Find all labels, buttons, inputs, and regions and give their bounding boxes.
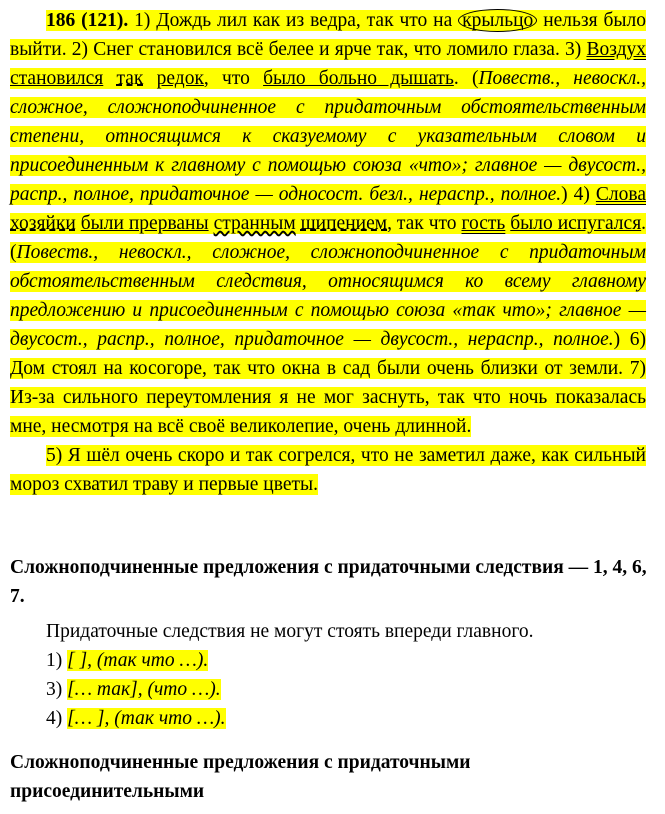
object: шипением bbox=[300, 213, 388, 234]
heading-result-clauses: Сложноподчиненные предложения с придаточными следствия — 1, 4, 6, 7. bbox=[10, 557, 647, 607]
scheme-item: 3) [… так], (что …). bbox=[46, 679, 221, 700]
scheme: [… ], (так что …). bbox=[67, 708, 226, 729]
object: хозяйки bbox=[10, 213, 76, 234]
exercise-number: 186 (121). bbox=[46, 10, 129, 31]
subject: Слова bbox=[595, 184, 646, 205]
attribute: странным bbox=[213, 213, 296, 234]
adverbial: так bbox=[116, 68, 144, 89]
heading-connective-clauses: Сложноподчиненные предложения с придаточными присоединительными bbox=[10, 752, 471, 802]
rule-text: Придаточные следствия не могут стоять впереди главного. bbox=[46, 621, 534, 642]
subject: гость bbox=[461, 213, 506, 234]
predicate: становился bbox=[10, 68, 104, 89]
scheme-item: 1) [ ], (так что …). bbox=[46, 650, 209, 671]
scheme-item: 4) [… ], (так что …). bbox=[46, 708, 226, 729]
predicate: было испугался bbox=[510, 213, 642, 234]
exercise-paragraph-2: 5) Я шёл очень скоро и так согрелся, что не заметил даже, как сильный мороз схватил траву и первые цветы. bbox=[10, 445, 646, 495]
analysis-1: Повеств., невоскл., сложное, сложноподчиненное с придаточным обстоятельственным степени, относящимся к сказуемому с указательным словом и присоединенным к главному с помощью союза «что»; главное — двусост., распр., полное, придаточное — односост. безл., нераспр., полное. bbox=[10, 68, 647, 205]
exercise-text bbox=[10, 6, 646, 499]
predicate: редок bbox=[156, 68, 204, 89]
exercise-paragraph-1: 186 (121). 1) Дождь лил как из ведра, так что на крыльцо нельзя было выйти. 2) Снег становился всё белее и ярче так, что ломило глаза. 3) Воздух становился так редок, что было больно дышать. (Повеств., невоскл., сложное, сложноподчиненное с придаточным обстоятельственным степени, относящимся к сказуемому с указательным словом и присоединенным к главному с помощью союза «что»; главное — двусост., распр., полное, придаточное — односост. безл., нераспр., полное.) 4) Слова хозяйки были прерваны странным шипением, так что гость было испугался. (Повеств., невоскл., сложное, сложноподчиненное с придаточным обстоятельственным следствия, относящимся ко всему главному предложению и присоединенным с помощью союза «так что»; главное — двусост., распр., полное, придаточное — двусост., нераспр., полное.) 6) Дом стоял на косогоре, так что окна в сад были очень близки от земли. 7) Из-за сильного переутомления я не мог заснуть, так что ночь показалась мне, несмотря на всё своё великолепие, очень длинной. bbox=[10, 10, 647, 437]
predicate: были прерваны bbox=[80, 213, 209, 234]
scheme: [… так], (что …). bbox=[67, 679, 221, 700]
subject: Воздух bbox=[586, 39, 646, 60]
scheme: [ ], (так что …). bbox=[67, 650, 209, 671]
predicate: было больно дышать bbox=[263, 68, 454, 89]
analysis-2: Повеств., невоскл., сложное, сложноподчиненное с придаточным обстоятельственным следствия, относящимся ко всему главному предложению и присоединенным с помощью союза «так что»; главное — двусост., распр., полное, придаточное — двусост., нераспр., полное. bbox=[10, 242, 646, 350]
circled-word: крыльцо bbox=[458, 9, 537, 32]
